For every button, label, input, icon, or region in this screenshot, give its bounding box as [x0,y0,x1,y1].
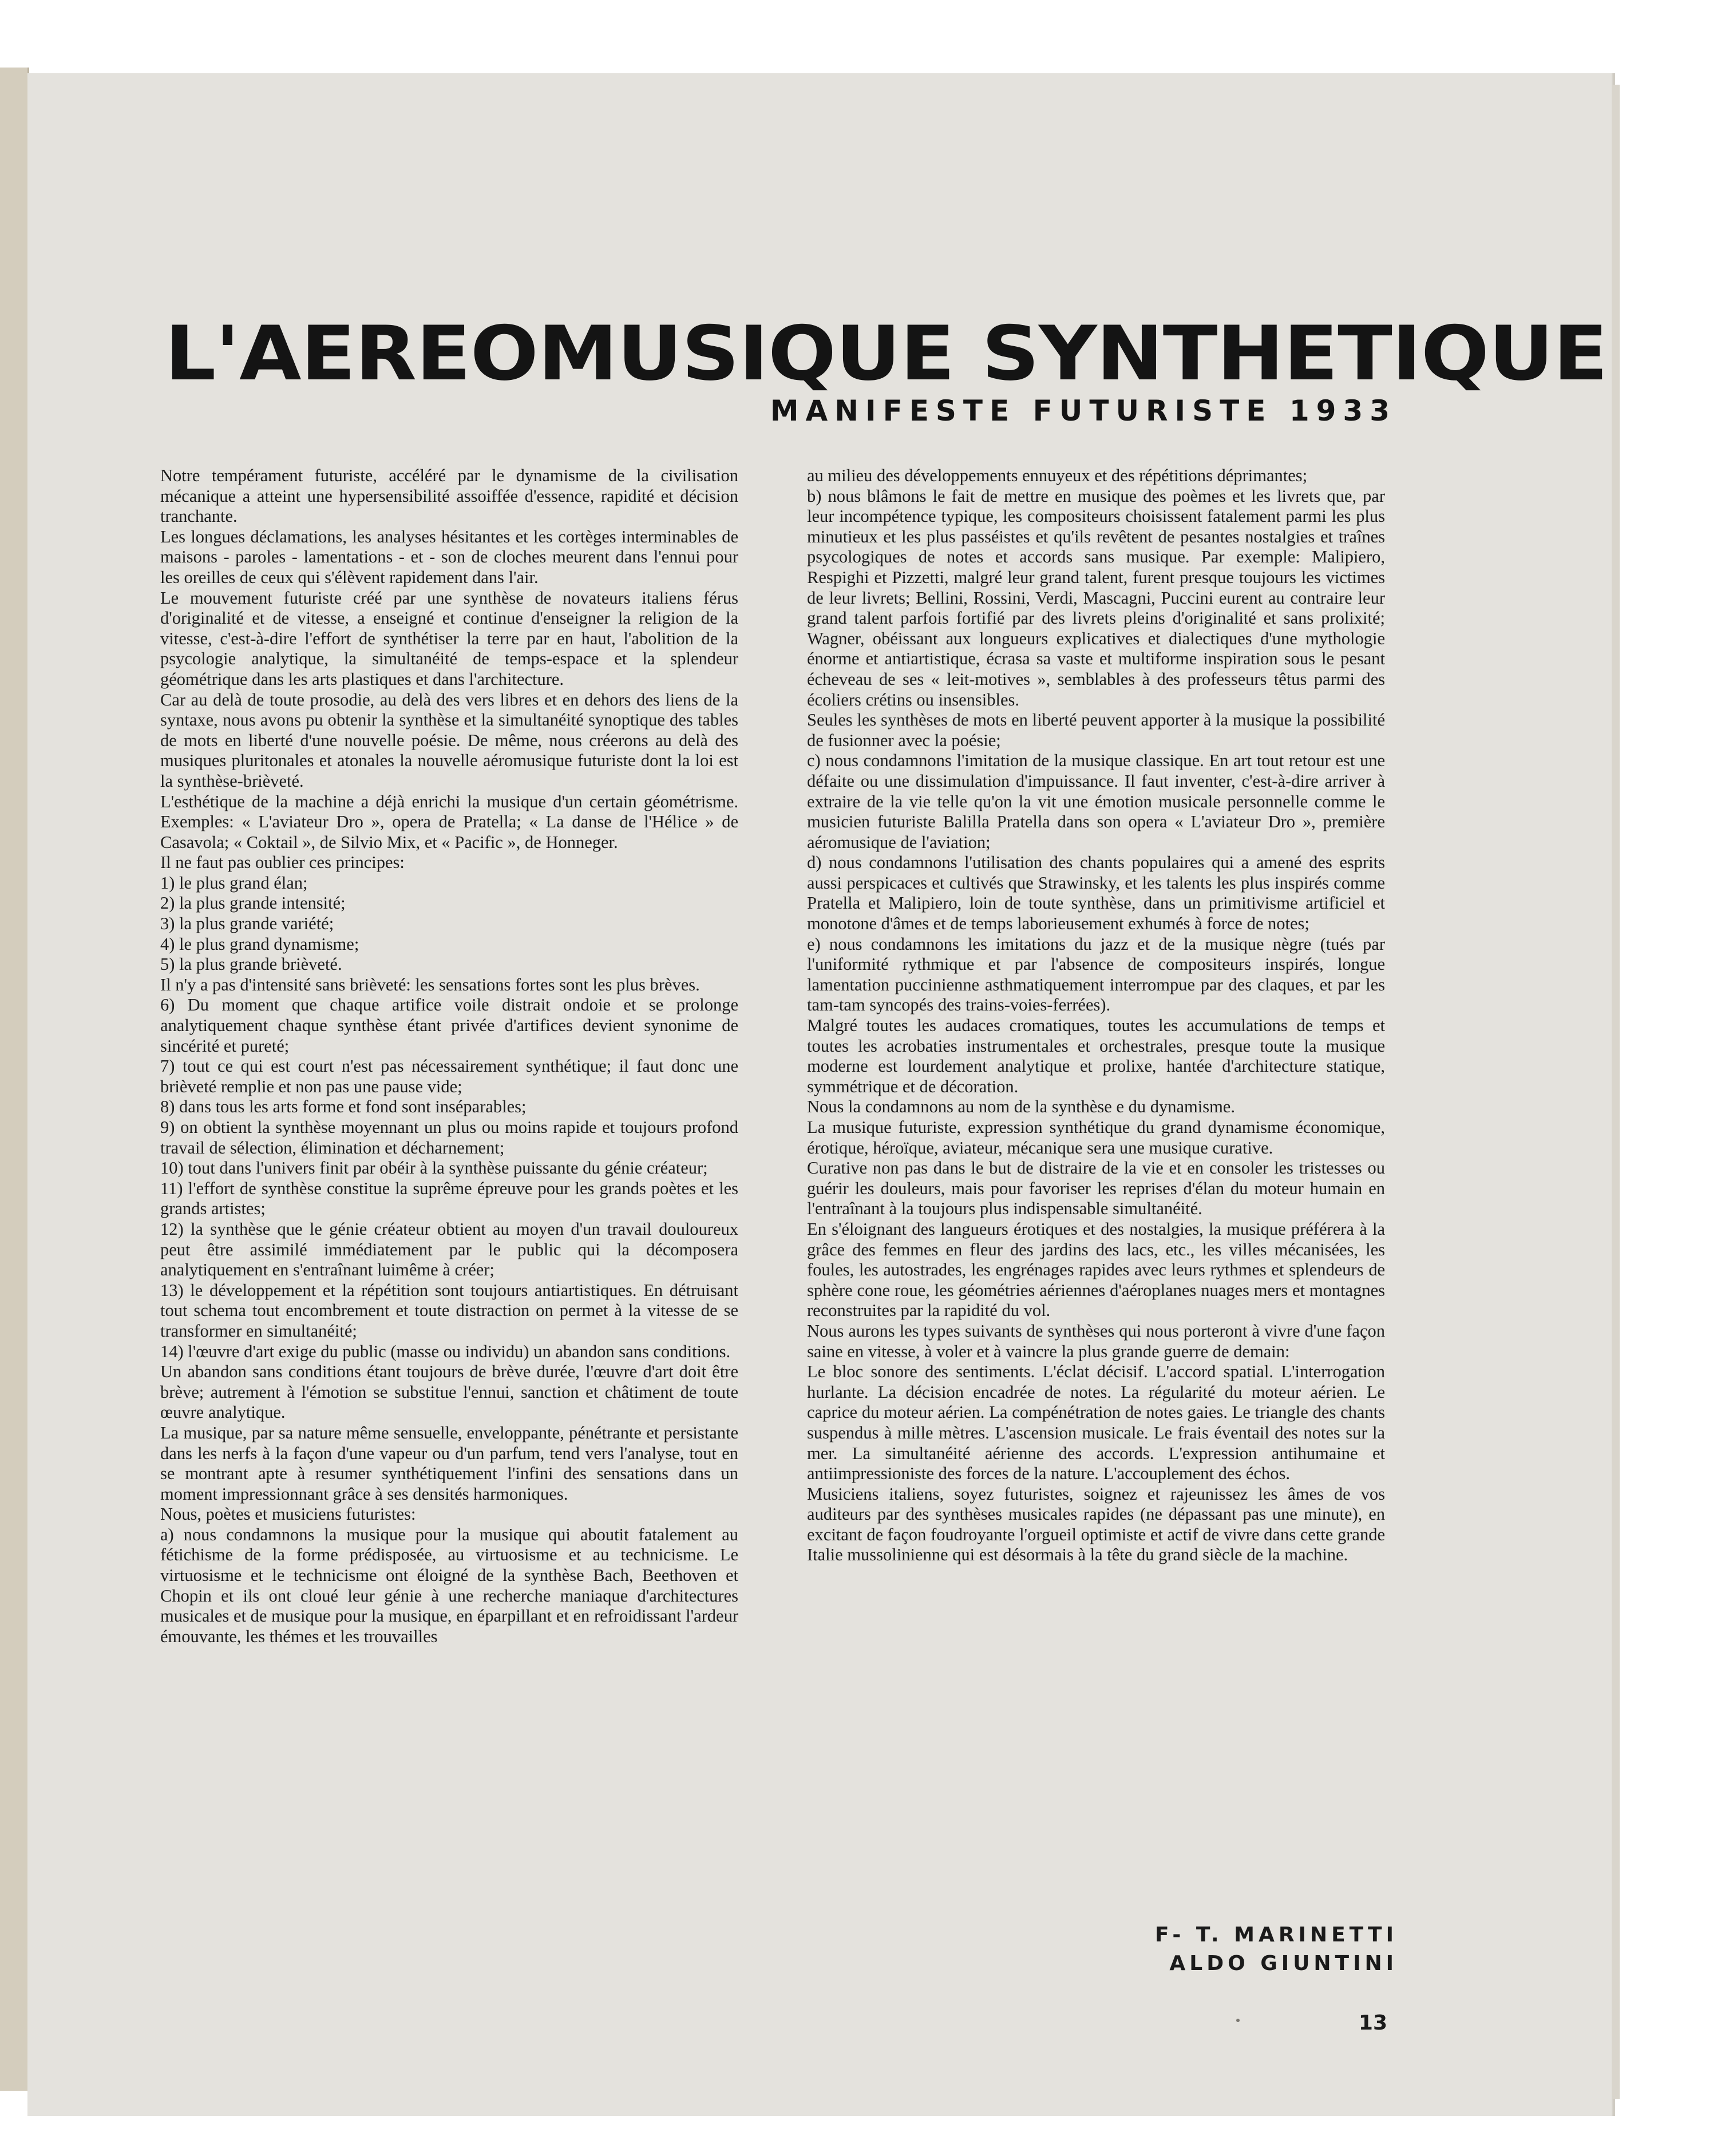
list-item: 7) tout ce qui est court n'est pas nécessairement synthétique; il faut donc une brièveté remplie et non pas une pause vide; [160,1056,738,1096]
list-item: 5) la plus grande brièveté. [160,954,342,974]
paragraph: La musique futuriste, expression synthétique du grand dynamisme économique, érotique, héroïque, aviateur, mécanique sera une musique curative. [807,1117,1385,1158]
paragraph: Nous la condamnons au nom de la synthèse e du dynamisme. [807,1097,1235,1117]
print-speck [1236,2019,1240,2022]
paragraph: La musique, par sa nature même sensuelle, enveloppante, pénétrante et persistante dans les nerfs à la façon d'une vapeur ou d'un parfum, tend vers l'analyse, tout en se montrant apte à resumer synthétiquement l'infini des sensations dans un moment impressionnant grâce à ses densités harmoniques. [160,1422,738,1504]
paragraph: En s'éloignant des langueurs érotiques et des nostalgies, la musique préférera à la grâce des femmes en fleur des jardins des lacs, etc., les villes mécanisées, les foules, les autostrades, les engrénages rapides avec leurs rythmes et splendeurs de sphère cone roue, les géométries aériennes d'aéroplanes nuages mers et montagnes reconstruites par la rapidité du vol. [807,1219,1385,1321]
paragraph: au milieu des développements ennuyeux et des répétitions déprimantes; [807,466,1308,485]
paragraph: Seules les synthèses de mots en liberté peuvent apporter à la musique la possibilité de fusionner avec la poésie; [807,710,1385,750]
paragraph: e) nous condamnons les imitations du jazz et de la musique nègre (tués par l'uniformité rythmique et par l'absence de compositeurs inspirés, longue lamentation puccinienne asthmatiquement interrompue par des claques, et par les tam-tam syncopés des trains-voies-ferrées). [807,934,1385,1015]
paragraph: c) nous condamnons l'imitation de la musique classique. En art tout retour est une défaite ou une dissimulation d'impuissance. Il faut inventer, c'est-à-dire arriver à extraire de la vie telle qu'on la vit une émotion musicale personnelle comme le musicien futuriste Balilla Pratella dans son opera « L'aviateur Dro », première aéromusique de l'aviation; [807,751,1385,852]
list-item: 12) la synthèse que le génie créateur obtient au moyen d'un travail douloureux peut être assimilé immédiatement par le public qui la décomposera analytiquement en s'entraînant luimême à créer; [160,1219,738,1280]
paragraph: Il ne faut pas oublier ces principes: [160,853,405,873]
author-signature-giuntini: ALDO GIUNTINI [1169,1952,1398,1975]
list-item: 8) dans tous les arts forme et fond sont inséparables; [160,1097,527,1117]
list-item: 1) le plus grand élan; [160,873,308,893]
list-item: 14) l'œuvre d'art exige du public (masse ou individu) un abandon sans conditions. [160,1341,731,1361]
author-signature-marinetti: F- T. MARINETTI [1154,1923,1398,1947]
paragraph: Musiciens italiens, soyez futuristes, soignez et rajeunissez les âmes de vos auditeurs par des synthèses musicales rapides (ne dépassant pas une minute), en excitant de façon foudroyante l'orgueil optimiste et actif de vivre dans cette grande Italie mussolinienne qui est désormais à la tête du grand siècle de la machine. [807,1484,1385,1565]
paragraph: a) nous condamnons la musique pour la musique qui aboutit fatalement au fétichisme de la forme prédisposée, au virtuosisme et au technicisme. Le virtuosisme et le technicisme ont éloigné de la synthèse Bach, Beethoven et Chopin et ils ont cloué leur génie à une recherche maniaque d'architectures musicales et de musique pour la musique, en éparpillant et en refroidissant l'ardeur émouvante, les thémes et les trouvailles [160,1524,738,1646]
paragraph: Les longues déclamations, les analyses hésitantes et les cortèges interminables de maisons - paroles - lamentations - et - son de cloches meurent dans l'ennui pour les oreilles de ceux qui s'élèvent rapidement dans l'air. [160,526,738,587]
article-subtitle: MANIFESTE FUTURISTE 1933 [770,394,1396,427]
article-title: L'AEREOMUSIQUE SYNTHETIQUE [165,310,1608,397]
paragraph: Curative non pas dans le but de distraire de la vie et en consoler les tristesses ou guérir les douleurs, mais pour favoriser les reprises d'élan du moteur humain en l'entraînant à la toujours plus indispensable simultanéité. [807,1158,1385,1219]
list-item: 4) le plus grand dynamisme; [160,934,359,954]
paragraph: Nous, poètes et musiciens futuristes: [160,1504,416,1524]
right-text-column [807,466,1385,1999]
list-item: 10) tout dans l'univers finit par obéir à la synthèse puissante du génie créateur; [160,1158,708,1178]
paragraph: Un abandon sans conditions étant toujours de brève durée, l'œuvre d'art doit être brève; autrement à l'émotion se substitue l'ennui, sanction et châtiment de toute œuvre analytique. [160,1362,738,1422]
magazine-page [27,73,1612,2116]
list-item: 13) le développement et la répétition sont toujours antiartistiques. En détruisant tout schema tout encombrement et toute distraction on permet à la vitesse de se transformer en simultanéité; [160,1280,738,1341]
paragraph: Le bloc sonore des sentiments. L'éclat décisif. L'accord spatial. L'interrogation hurlante. La décision encadrée de notes. La régularité du moteur aérien. Le caprice du moteur aérien. La compénétration de notes gaies. Le triangle des chants suspendus à mille mètres. L'ascension musicale. Le frais éventail des notes sur la mer. La simultanéité aérienne des accords. L'expression antihumaine et antiimpressioniste des forces de la nature. L'accouplement des échos. [807,1362,1385,1484]
paragraph: Il n'y a pas d'intensité sans brièveté: les sensations fortes sont les plus brèves. [160,974,700,994]
list-item: 11) l'effort de synthèse constitue la suprême épreuve pour les grands poètes et les grands artistes; [160,1178,738,1219]
paragraph: Car au delà de toute prosodie, au delà des vers libres et en dehors des liens de la syntaxe, nous avons pu obtenir la synthèse et la simultanéité synoptique des tables de mots en liberté d'une nouvelle poésie. De même, nous créerons au delà des musiques pluritonales et atonales la nouvelle aéromusique futuriste dont la loi est la synthèse-brièveté. [160,689,738,791]
paragraph: d) nous condamnons l'utilisation des chants populaires qui a amené des esprits aussi perspicaces et cultivés que Strawinsky, et les talents les plus inspirés comme Pratella et Malipiero, loin de toute synthèse, dans un primitivisme artificiel et monotone d'âmes et de temps laborieusement exhumés à force de notes; [807,853,1385,934]
paragraph: Notre tempérament futuriste, accéléré par le dynamisme de la civilisation mécanique a atteint une hypersensibilité assoiffée d'essence, rapidité et décision tranchante. [160,466,738,526]
paragraph: b) nous blâmons le fait de mettre en musique des poèmes et les livrets que, par leur incompétence typique, les compositeurs choisissent fatalement parmi les plus minutieux et les plus passéistes et qu'ils revêtent de pesantes nostalgies et traînes psycologiques de notes et accords sans musique. Par exemple: Malipiero, Respighi et Pizzetti, malgré leur grand talent, furent presque toujours les victimes de leur livrets; Bellini, Rossini, Verdi, Mascagni, Puccini eurent au contraire leur grand talent parfois fortifié par des livrets pleins d'originalité et sans prolixité; Wagner, obéissant aux longueurs explicatives et dialectiques d'une mythologie énorme et antiartistique, écrasa sa vaste et multiforme inspiration sous le pesant écheveau de ses « leit-motives », semblables à des professeurs têtus parmi des écoliers crétins ou insensibles. [807,486,1385,710]
list-item: 2) la plus grande intensité; [160,893,346,913]
list-item: 9) on obtient la synthèse moyennant un plus ou moins rapide et toujours profond travail de sélection, élimination et décharnement; [160,1117,738,1158]
page-number: 13 [1358,2011,1387,2035]
paragraph: L'esthétique de la machine a déjà enrichi la musique d'un certain géométrisme. Exemples: « L'aviateur Dro », opera de Pratella; « La danse de l'Hélice » de Casavola; « Coktail », de Silvio Mix, et « Pacific », de Honneger. [160,791,738,852]
left-text-column [160,466,738,1999]
paragraph: Nous aurons les types suivants de synthèses qui nous porteront à vivre d'une façon saine en vitesse, à voler et à vaincre la plus grande guerre de demain: [807,1321,1385,1361]
list-item: 6) Du moment que chaque artifice voile distrait ondoie et se prolonge analytiquement chaque synthèse étant privée d'artifices devient synonime de sincérité et pureté; [160,995,738,1056]
list-item: 3) la plus grande variété; [160,914,334,934]
paragraph: Malgré toutes les audaces cromatiques, toutes les accumulations de temps et toutes les acrobaties instrumentales et orchestrales, presque toute la musique moderne est lourdement analytique et prolixe, hantée d'architecture statique, symmétrique et de décoration. [807,1016,1385,1096]
previous-page-edge [0,68,29,2091]
paragraph: Le mouvement futuriste créé par une synthèse de novateurs italiens férus d'originalité et de vitesse, a enseigné et continue d'enseigner la religion de la vitesse, c'est-à-dire l'effort de synthétiser la terre par en haut, l'abolition de la psycologie analytique, la simultanéité de temps-espace et la splendeur géométrique dans les arts plastiques et dans l'architecture. [160,588,738,689]
